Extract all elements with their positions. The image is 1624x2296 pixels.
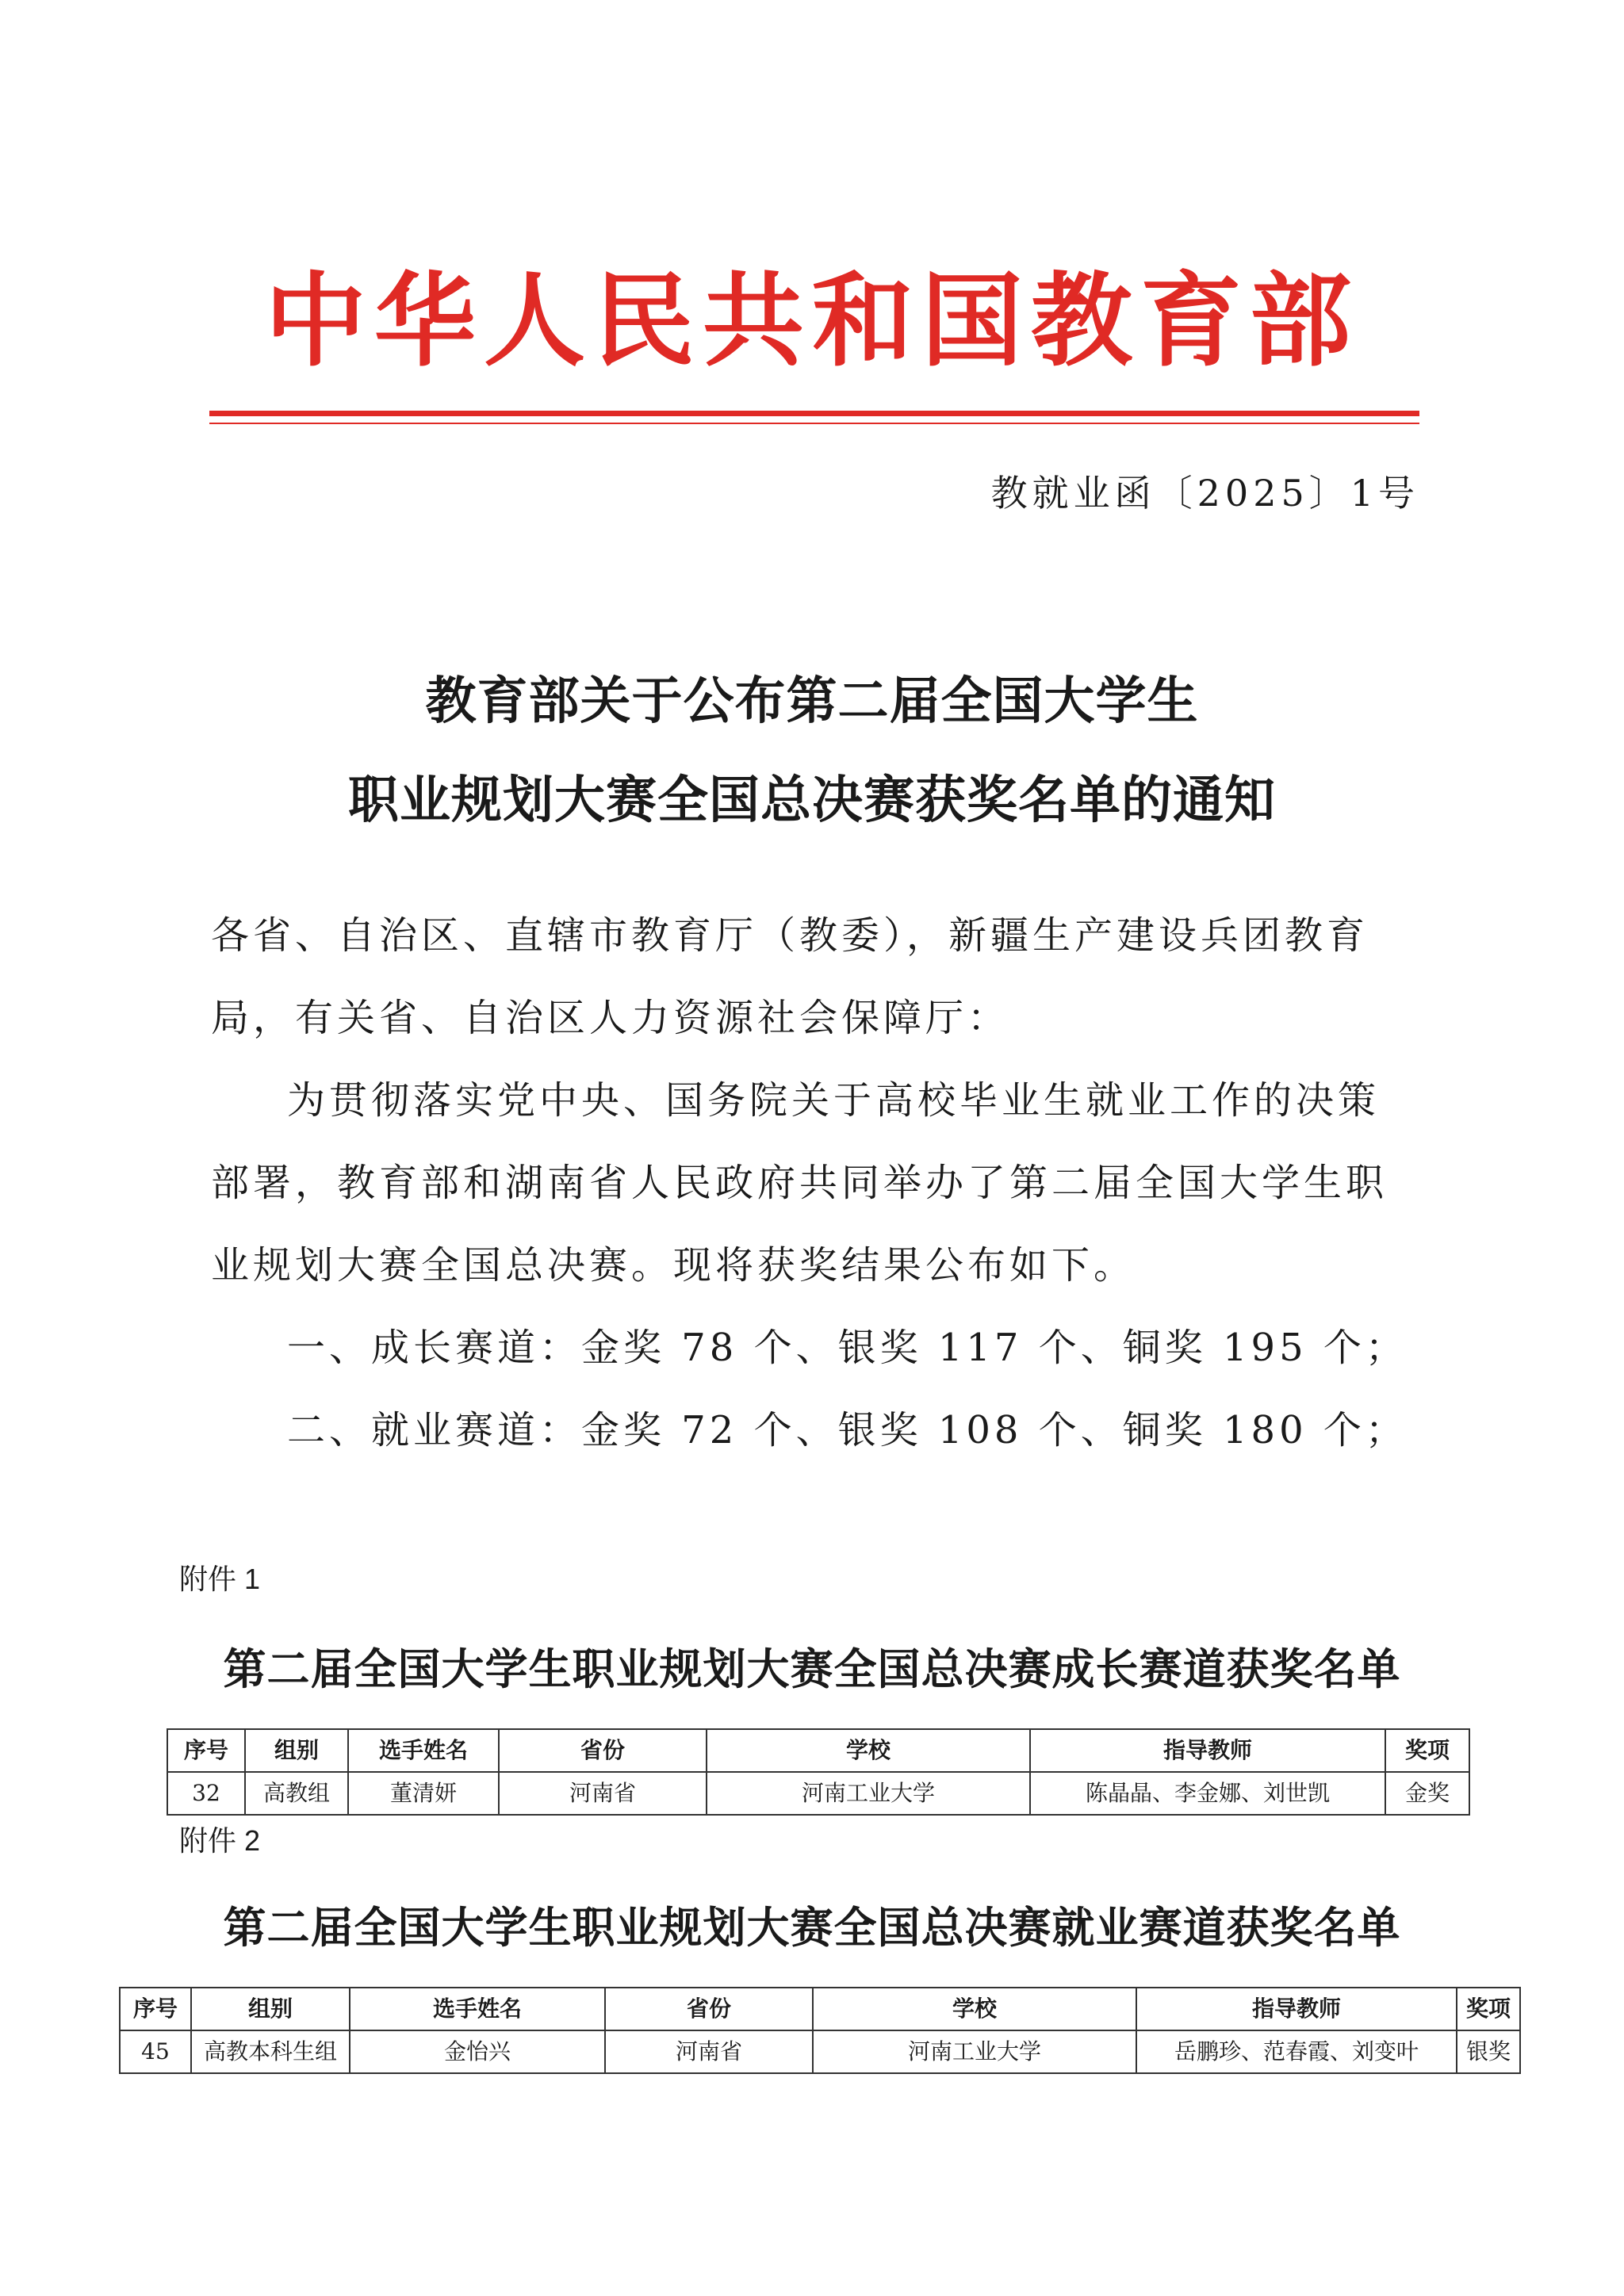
cell-province: 河南省 <box>499 1772 707 1815</box>
notice-title-line1: 教育部关于公布第二届全国大学生 <box>425 672 1199 731</box>
letterhead-rule-thin <box>209 423 1419 424</box>
cell-school: 河南工业大学 <box>707 1772 1030 1815</box>
attachment1-table <box>167 1728 1470 1816</box>
result-item-growth-track: 一、成长赛道：金奖 78 个、银奖 117 个、铜奖 195 个； <box>287 1326 1408 1370</box>
attachment2-table <box>119 1987 1521 2074</box>
header-cell-name: 选手姓名 <box>350 1988 605 2030</box>
cell-advisors: 岳鹏珍、范春霞、刘变叶 <box>1136 2030 1457 2073</box>
cell-province: 河南省 <box>605 2030 813 2073</box>
header-cell-award: 奖项 <box>1385 1729 1469 1772</box>
header-cell-school: 学校 <box>707 1729 1030 1772</box>
header-cell-group: 组别 <box>245 1729 348 1772</box>
letterhead-name: 中华人民共和国教育部 <box>264 262 1359 381</box>
header-cell-index: 序号 <box>120 1988 191 2030</box>
cell-award: 银奖 <box>1457 2030 1520 2073</box>
cell-index: 45 <box>120 2030 191 2073</box>
addressee-paragraph: 各省、自治区、直辖市教育厅（教委），新疆生产建设兵团教育局，有关省、自治区人力资源社会保障厅： <box>211 913 1369 1040</box>
body-paragraph: 为贯彻落实党中央、国务院关于高校毕业生就业工作的决策部署，教育部和湖南省人民政府共同举办了第二届全国大学生职业规划大赛全国总决赛。现将获奖结果公布如下。 <box>211 1078 1388 1288</box>
attachment2-label: 附件 2 <box>179 1824 261 1857</box>
header-cell-school: 学校 <box>813 1988 1136 2030</box>
cell-name: 董清妍 <box>348 1772 499 1815</box>
attachment1-label: 附件 1 <box>179 1563 261 1595</box>
table-header-row <box>120 1988 1520 2030</box>
header-cell-advisors: 指导教师 <box>1030 1729 1385 1772</box>
table-row <box>120 2030 1520 2073</box>
table-row <box>167 1772 1469 1815</box>
header-cell-advisors: 指导教师 <box>1136 1988 1457 2030</box>
header-cell-name: 选手姓名 <box>348 1729 499 1772</box>
header-cell-award: 奖项 <box>1457 1988 1520 2030</box>
header-cell-province: 省份 <box>499 1729 707 1772</box>
header-cell-province: 省份 <box>605 1988 813 2030</box>
header-cell-group: 组别 <box>191 1988 350 2030</box>
cell-advisors: 陈晶晶、李金娜、刘世凯 <box>1030 1772 1385 1815</box>
result-item-employment-track: 二、就业赛道：金奖 72 个、银奖 108 个、铜奖 180 个； <box>287 1408 1408 1452</box>
table-header-row <box>167 1729 1469 1772</box>
attachment1-title: 第二届全国大学生职业规划大赛全国总决赛成长赛道获奖名单 <box>223 1644 1401 1694</box>
cell-school: 河南工业大学 <box>813 2030 1136 2073</box>
cell-group: 高教组 <box>245 1772 348 1815</box>
header-cell-index: 序号 <box>167 1729 245 1772</box>
letterhead-rule-thick <box>209 411 1419 416</box>
cell-index: 32 <box>167 1772 245 1815</box>
cell-award: 金奖 <box>1385 1772 1469 1815</box>
cell-group: 高教本科生组 <box>191 2030 350 2073</box>
notice-title-line2: 职业规划大赛全国总决赛获奖名单的通知 <box>348 771 1276 830</box>
cell-name: 金怡兴 <box>350 2030 605 2073</box>
document-number: 教就业函〔2025〕1号 <box>990 472 1419 515</box>
attachment2-title: 第二届全国大学生职业规划大赛全国总决赛就业赛道获奖名单 <box>223 1902 1401 1953</box>
